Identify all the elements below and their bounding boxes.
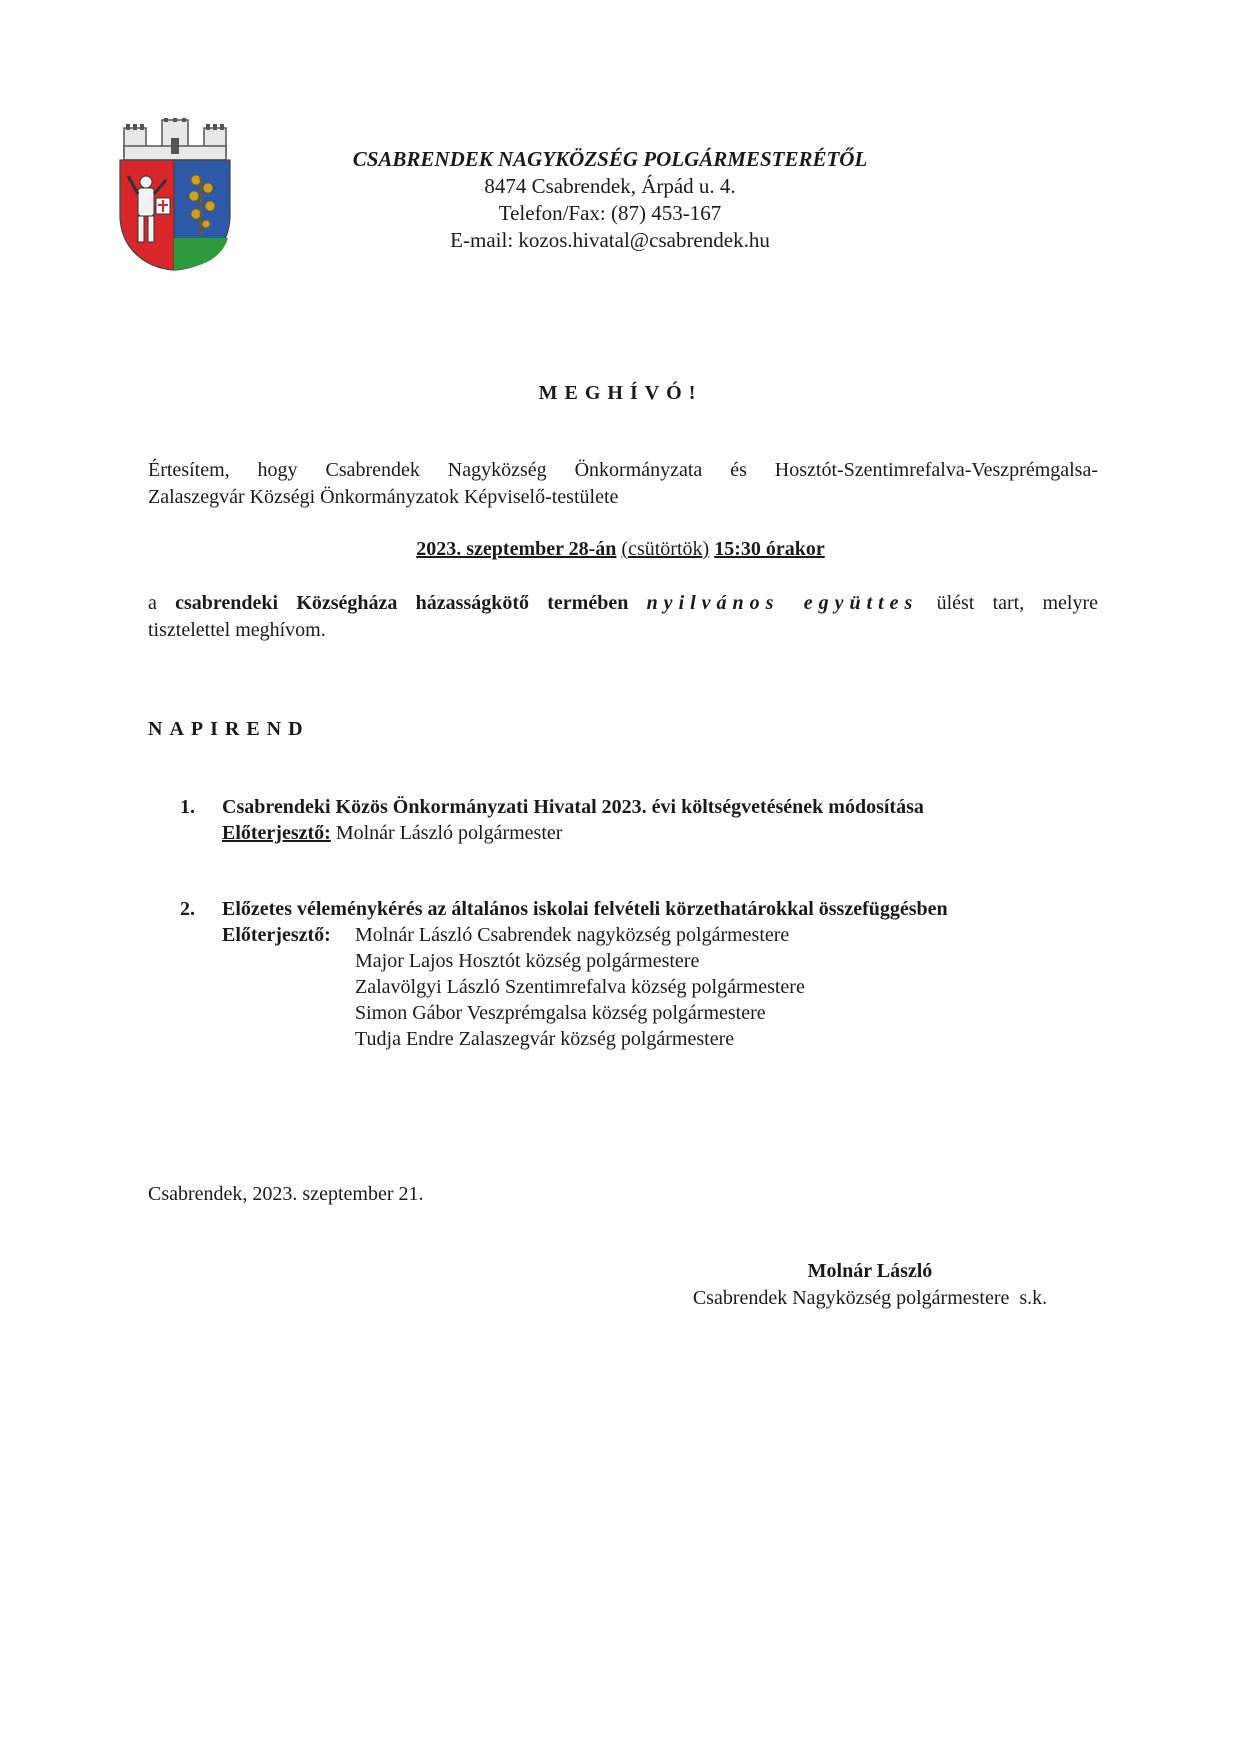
presenter: Major Lajos Hosztót község polgármestere — [355, 950, 700, 972]
organization-name: CSABRENDEK NAGYKÖZSÉG POLGÁRMESTERÉTŐL — [352, 147, 868, 171]
address: 8474 Csabrendek, Árpád u. 4. — [484, 174, 736, 198]
meeting-day: 2023. szeptember 28-án — [416, 538, 617, 560]
document-title: MEGHÍVÓ! — [538, 382, 703, 404]
intro-line-2: Zalaszegvár Községi Önkormányzatok Képviselő-testülete — [148, 486, 619, 508]
presenter-label: Előterjesztő: — [222, 822, 331, 844]
meeting-weekday: (csütörtök) — [621, 538, 710, 560]
letterhead — [300, 146, 920, 254]
presenter-list — [355, 922, 805, 1052]
intro-line-1: Értesítem, hogy Csabrendek Nagyközség Önkormányzata és Hosztót-Szentimrefalva-Veszprémgalsa- — [148, 459, 1098, 481]
signature-block — [640, 1258, 1100, 1312]
agenda-item-number: 2. — [180, 898, 195, 920]
agenda-heading: NAPIREND — [148, 718, 310, 740]
presenter: Tudja Endre Zalaszegvár község polgármestere — [355, 1028, 735, 1050]
presenter-label: Előterjesztő: — [222, 924, 331, 946]
meeting-type: nyilvános együttes — [646, 592, 919, 614]
presenter: Molnár László polgármester — [335, 822, 563, 844]
invitation-line-1 — [148, 590, 1098, 617]
signatory-role: Csabrendek Nagyközség polgármestere s.k. — [692, 1287, 1048, 1309]
meeting-time: 15:30 órakor — [714, 538, 825, 560]
presenter: Molnár László Csabrendek nagyközség polgármestere — [355, 924, 790, 946]
coat-of-arms-logo — [116, 118, 234, 274]
invitation-paragraph — [148, 590, 1098, 644]
presenter: Simon Gábor Veszprémgalsa község polgármestere — [355, 1002, 766, 1024]
invitation-prefix: a — [148, 592, 157, 614]
signatory-name: Molnár László — [807, 1260, 933, 1282]
intro-paragraph — [148, 457, 1098, 511]
agenda-item-number: 1. — [180, 796, 195, 818]
place-and-date: Csabrendek, 2023. szeptember 21. — [148, 1183, 424, 1205]
meeting-date — [0, 538, 1241, 561]
invitation-suffix: ülést tart, melyre — [936, 592, 1098, 614]
invitation-line-2: tisztelettel meghívom. — [148, 619, 326, 641]
phone: Telefon/Fax: (87) 453-167 — [498, 201, 722, 225]
meeting-place: csabrendeki Községháza házasságkötő termében — [175, 592, 629, 614]
agenda-item-title: Előzetes véleménykérés az általános iskolai felvételi körzethatárokkal összefüggésben — [222, 898, 948, 920]
email: E-mail: kozos.hivatal@csabrendek.hu — [450, 228, 770, 252]
agenda-item-title: Csabrendeki Közös Önkormányzati Hivatal 2023. évi költségvetésének módosítása — [222, 796, 924, 818]
presenter: Zalavölgyi László Szentimrefalva község polgármestere — [355, 976, 805, 998]
